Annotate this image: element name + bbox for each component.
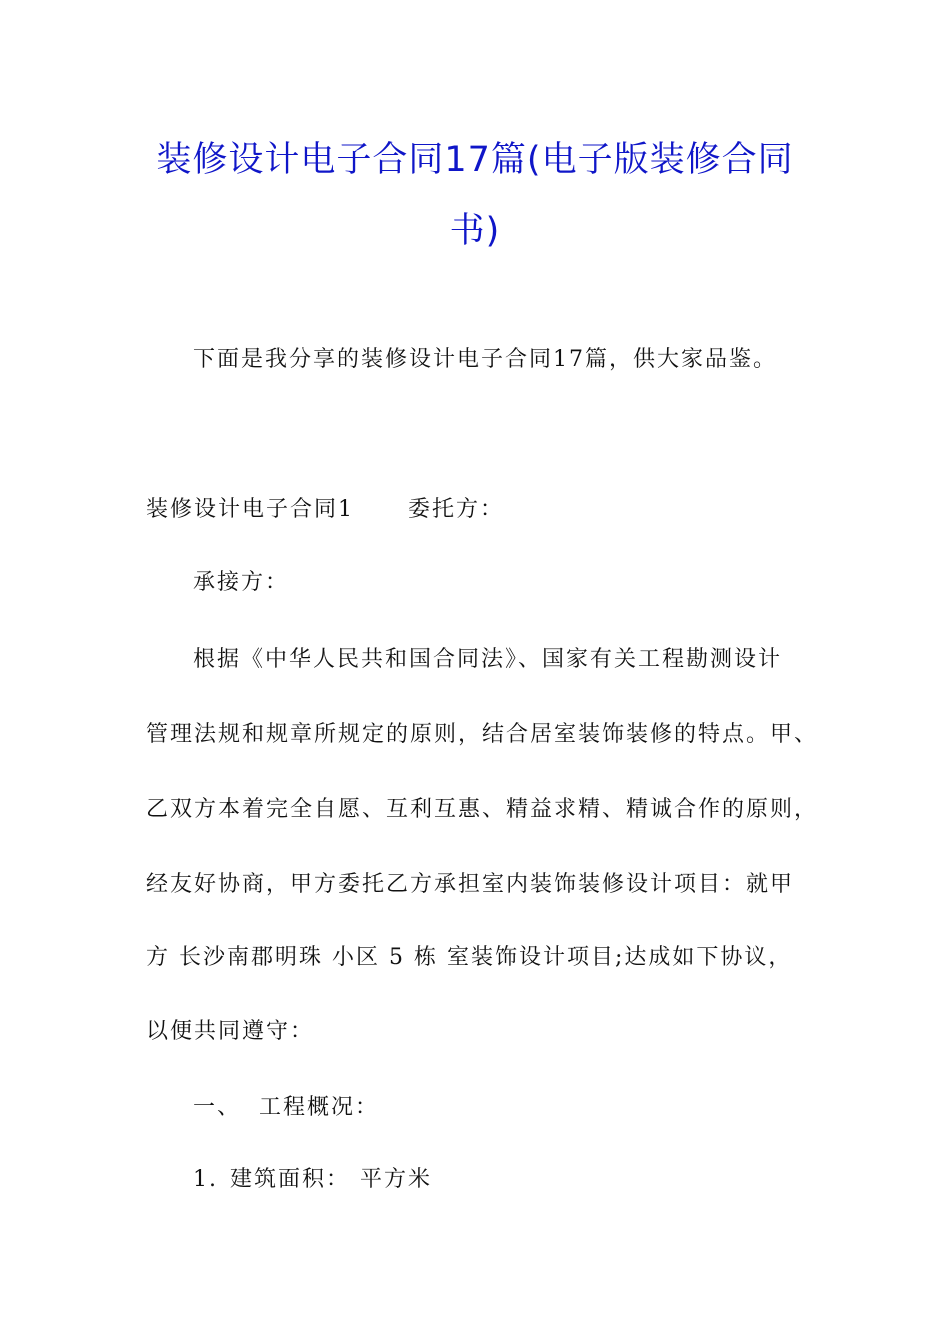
intro-paragraph: 下面是我分享的装修设计电子合同17篇，供大家品鉴。 <box>193 347 777 372</box>
paragraph-line: 以便共同遵守： <box>146 1019 315 1044</box>
contract-heading: 装修设计电子合同1 <box>146 497 354 522</box>
contractor-label: 承接方： <box>193 570 290 595</box>
paragraph-line: 方 长沙南郡明珠 小区 5 栋 室装饰设计项目;达成如下协议， <box>146 945 793 970</box>
contract-heading-row <box>146 495 504 525</box>
section-1-title: 工程概况： <box>259 1095 380 1120</box>
item-1 <box>193 1165 432 1195</box>
section-1-heading <box>193 1093 379 1123</box>
item-1-number: 1. <box>193 1167 218 1192</box>
paragraph-line: 管理法规和规章所规定的原则，结合居室装饰装修的特点。甲、 <box>146 722 819 747</box>
document-title-line-1: 装修设计电子合同17篇(电子版装修合同 <box>156 140 794 180</box>
paragraph-line: 根据《中华人民共和国合同法》、国家有关工程勘测设计 <box>193 647 783 672</box>
document-title-line-2: 书) <box>449 211 501 251</box>
client-label: 委托方： <box>408 497 505 522</box>
item-1-text: 建筑面积： <box>230 1167 351 1192</box>
item-1-unit: 平方米 <box>360 1167 433 1192</box>
paragraph-line: 经友好协商，甲方委托乙方承担室内装饰装修设计项目：就甲 <box>146 872 795 897</box>
paragraph-line: 乙双方本着完全自愿、互利互惠、精益求精、精诚合作的原则， <box>146 797 819 822</box>
section-1-number: 一、 <box>193 1095 242 1120</box>
